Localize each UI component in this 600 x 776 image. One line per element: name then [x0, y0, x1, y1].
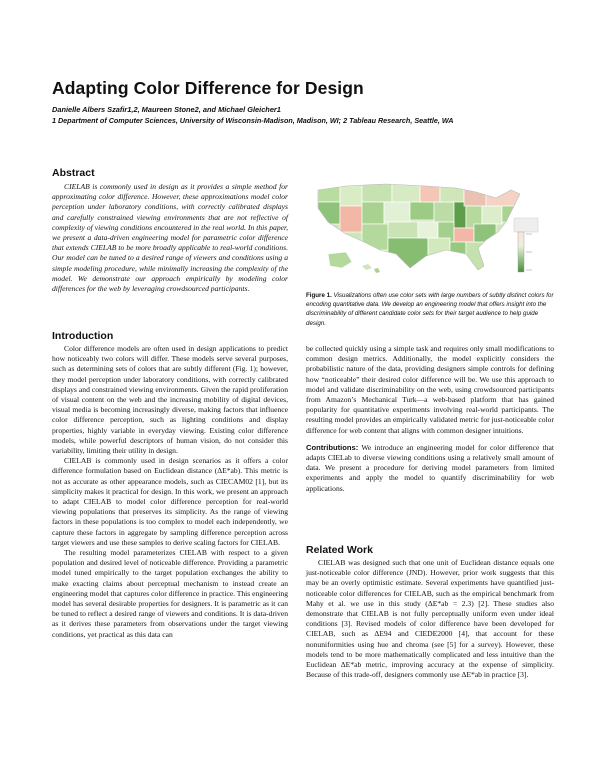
abstract-body [52, 182, 288, 294]
figure-1-caption [306, 291, 554, 328]
intro-paragraph-1: Color difference models are often used in design applications to predict how noticeably two colors will differ. These models serve several purposes, such as determining sets of colors that are subtly different (Fig. 1); however, they model perception under laboratory conditions, with correctly calibrated displays and constrained viewing environments. Given the rapid proliferation of visual content on the web and the increasing mobility of digital devices, visual media is becoming increasingly diverse, making factors that influence color difference perception, such as lighting conditions and display properties, highly variable in everyday viewing. Existing color difference models, while powerful descriptors of human vision, do not consider this variability, limiting their utility in design. [52, 344, 288, 456]
introduction-body [52, 344, 288, 640]
legend-box [514, 218, 538, 232]
paper-title: Adapting Color Difference for Design [52, 78, 364, 98]
author-list: Danielle Albers Szafir1,2, Maureen Stone2, and Michael Gleicher1 [52, 105, 281, 114]
introduction-heading: Introduction [52, 330, 114, 342]
intro-paragraph-4: be collected quickly using a simple task and requires only small modifications to common design metrics. Additionally, the model explicitly considers the probabilistic nature of the data, providing designers simple controls for defining how “noticeable” their desired color difference will be. We use this approach to model and validate discriminability on the web, using crowdsourced participants from Amazon’s Mechanical Turk—a web-based platform that has gained popularity for quantitative experiments involving real-world participants. The resulting model provides an empirically validated metric for just-noticeable color difference for web content that aligns with common designer intuitions. [306, 344, 554, 435]
affiliations: 1 Department of Computer Sciences, University of Wisconsin-Madison, Madison, WI; 2 Tableau Research, Seattle, WA [52, 116, 454, 125]
figure-label: Figure 1. [306, 292, 332, 299]
related-work-text: CIELAB was designed such that one unit of Euclidean distance equals one just-noticeable color difference (JND). However, prior work suggests that this may be an overly optimistic estimate. Several experiments have quantified just-noticeable color differences for CIELAB, such as the empirical benchmark from Mahy et al. we use in this study (ΔE*ab = 2.3) [2]. These studies also demonstrate that CIELAB is not fully perceptually uniform even under ideal conditions [3]. Revised models of color difference have been developed for CIELAB, such as ΔE94 and CIEDE2000 [4], that account for these nonuniformities using hue and chroma (see [5] for a survey). However, these models tend to be more mathematically complicated and less intuitive than the Euclidean ΔE*ab metric, improving accuracy at the expense of simplicity. Because of this trade-off, designers commonly use ΔE*ab in practice [3]. [306, 558, 554, 680]
contributions-paragraph [306, 443, 554, 494]
related-work-body [306, 558, 554, 680]
figure-caption-text: Visualizations often use color sets with large numbers of subtly distinct colors for encoding quantitative data. We develop an engineering model that offers insight into the discriminability of different candidate color sets for their target audience to help guide design. [306, 292, 554, 327]
contributions-label: Contributions: [306, 442, 359, 452]
intro-paragraph-2: CIELAB is commonly used in design scenarios as it offers a color difference formulation based on Euclidean distance (ΔE*ab). This metric is not as accurate as other appearance models, such as CIECAM02 [1], but its simplicity makes it practical for design. In this work, we present an approach to adapt CIELAB to model color difference perception for real-world viewing populations that preserves its simplicity. As the range of viewing factors in these populations is too complex to model each independently, we capture these factors in aggregate by sampling difference perception across target viewers and use these samples to derive scaling factors for CIELAB. [52, 456, 288, 547]
related-work-heading: Related Work [306, 544, 373, 556]
abstract-heading: Abstract [52, 167, 95, 179]
figure-1-map [306, 170, 554, 282]
right-column [306, 344, 554, 494]
intro-paragraph-3: The resulting model parameterizes CIELAB with respect to a given population and desired level of noticeable difference. Providing a parametric model tuned empirically to the target population exchanges the ability to make exacting claims about perceptual mechanism to instead create an engineering model that captures color difference in practice. This engineering model has several desirable properties for designers. It is parametric as it can be tuned to reflect a desired range of viewers and conditions. It is data-driven as it derives these parameters from observations under the target viewing conditions, yet practical as this data can [52, 548, 288, 639]
abstract-text: CIELAB is commonly used in design as it provides a simple method for approximating color difference. However, these approximations model color perception under laboratory conditions, with correctly calibrated displays and carefully constrained viewing environments that are not reflective of complexity of viewing conditions encountered in the real world. In this paper, we present a data-driven engineering model for parametric color difference that extends CIELAB to be more broadly applicable to real-world conditions. Our model can be tuned to a desired range of viewers and conditions using a simple modeling procedure, while minimally increasing the complexity of the model. We demonstrate our approach empirically by modeling color differences for the web by leveraging crowdsourced participants. [52, 182, 288, 294]
contributions-text: We introduce an engineering model for color difference that adapts CIELab to diverse viewing conditions using a relatively small amount of data. We present a procedure for deriving model parameters from limited experiments and apply the model to quantify discriminability for web applications. [306, 442, 555, 493]
